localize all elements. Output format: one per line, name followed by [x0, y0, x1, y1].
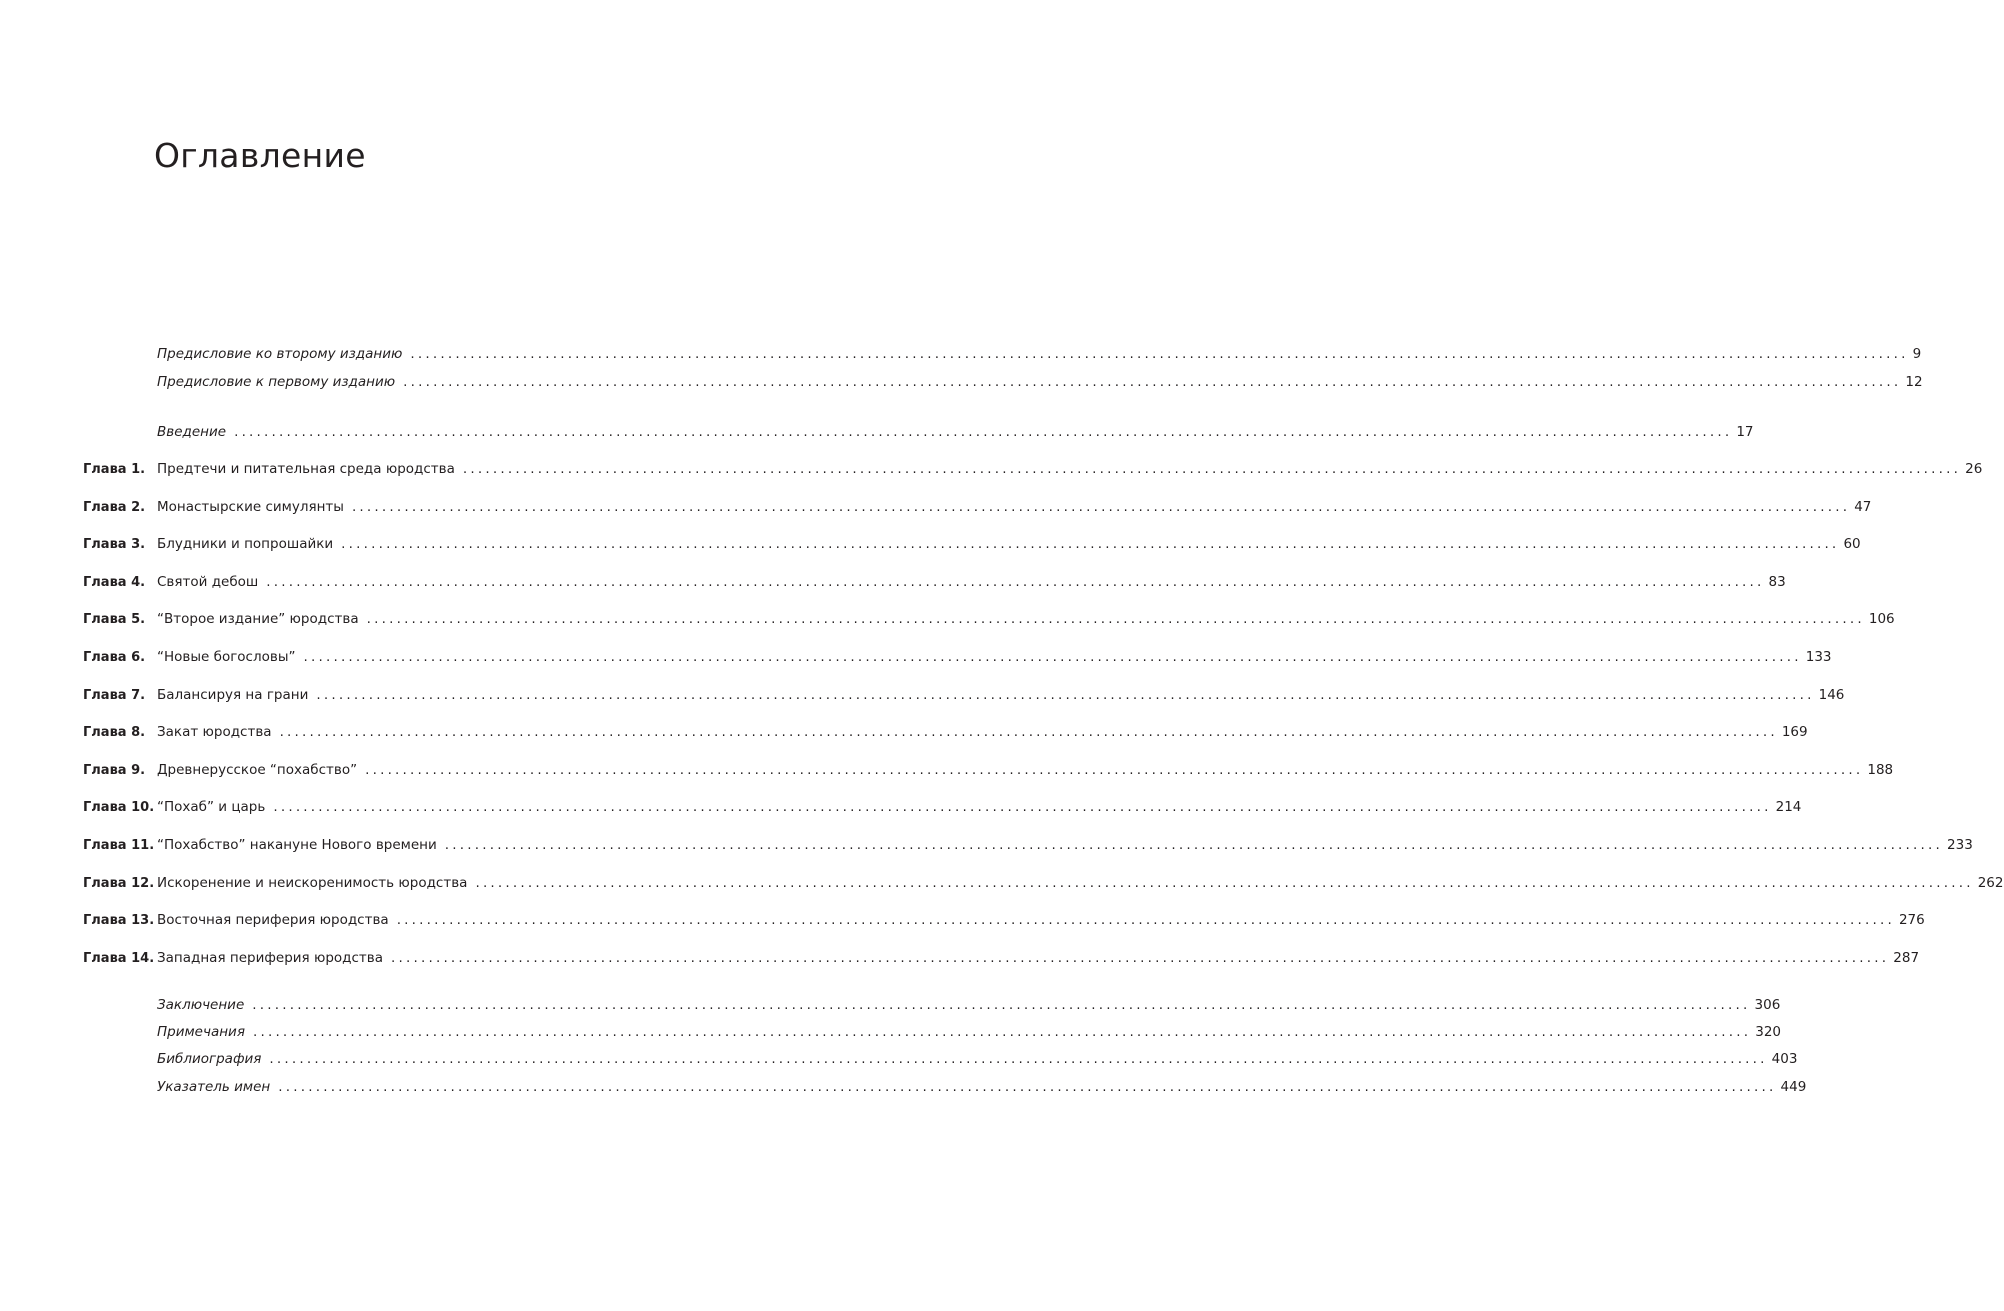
- page-number: 169: [1781, 724, 1808, 741]
- page-number: 47: [1854, 498, 1872, 515]
- dot-leader: ........................................................................................................................................................................................................: [273, 799, 1772, 816]
- chapter-label: Глава 12.: [83, 875, 155, 891]
- entry-title: Предтечи и питательная среда юродства: [157, 461, 455, 477]
- toc-entry[interactable]: [83, 536, 1861, 556]
- dot-leader: ........................................................................................................................................................................................................: [365, 761, 1864, 778]
- page-number: 133: [1805, 648, 1832, 665]
- dot-leader: ........................................................................................................................................................................................................: [269, 1051, 1768, 1068]
- page-number: 106: [1868, 611, 1895, 628]
- chapter-label: Глава 6.: [83, 649, 146, 665]
- entry-title: Закат юродства: [157, 724, 272, 741]
- toc-entry[interactable]: [83, 611, 1895, 631]
- entry-title: “Второе издание” юродства: [157, 611, 359, 628]
- page-number: 146: [1818, 686, 1845, 703]
- chapter-label: Глава 7.: [83, 687, 146, 703]
- page-number: 287: [1893, 949, 1920, 966]
- toc-entry[interactable]: [83, 912, 1925, 932]
- toc-entry[interactable]: [83, 573, 1786, 594]
- dot-leader: ........................................................................................................................................................................................................: [475, 874, 1974, 891]
- page-number: 262: [1977, 874, 2004, 891]
- toc-entry[interactable]: [83, 1078, 1807, 1099]
- toc-entry[interactable]: [83, 874, 2004, 895]
- chapter-label: Глава 13.: [83, 913, 155, 929]
- dot-leader: ........................................................................................................................................................................................................: [341, 536, 1840, 553]
- page-title: Оглавление: [154, 136, 366, 175]
- entry-title: Святой дебош: [157, 573, 259, 590]
- chapter-label: Глава 10.: [83, 800, 155, 816]
- dot-leader: ........................................................................................................................................................................................................: [444, 836, 1944, 853]
- toc-entry[interactable]: [83, 1024, 1782, 1044]
- toc-entry[interactable]: [83, 761, 1894, 782]
- page-number: 449: [1780, 1078, 1807, 1095]
- toc-entry[interactable]: [83, 498, 1872, 519]
- dot-leader: ........................................................................................................................................................................................................: [279, 724, 1778, 741]
- entry-title: Блудники и попрошайки: [157, 536, 334, 553]
- toc-entry[interactable]: [83, 799, 1802, 819]
- toc-entry[interactable]: [83, 949, 1920, 970]
- page-number: 403: [1771, 1051, 1798, 1068]
- dot-leader: ........................................................................................................................................................................................................: [410, 346, 1909, 362]
- entry-title: Заключение: [157, 996, 245, 1013]
- chapter-label: Глава 4.: [83, 574, 146, 590]
- chapter-label: Глава 1.: [83, 462, 146, 477]
- page-number: 214: [1775, 799, 1802, 816]
- entry-title: “Похаб” и царь: [157, 799, 266, 816]
- entry-title: Библиография: [157, 1051, 262, 1068]
- entry-title: Предисловие ко второму изданию: [157, 346, 403, 362]
- chapter-label: Глава 3.: [83, 537, 146, 553]
- page-number: 188: [1867, 761, 1894, 778]
- entry-title: Монастырские симулянты: [157, 498, 344, 515]
- page-number: 12: [1905, 374, 1923, 390]
- table-of-contents: [83, 346, 2004, 1099]
- entry-title: Искоренение и неискоренимость юродства: [157, 874, 468, 891]
- toc-entry[interactable]: [83, 346, 1922, 366]
- page-number: 26: [1965, 461, 1983, 477]
- entry-title: Примечания: [157, 1024, 245, 1041]
- page-number: 9: [1912, 346, 1922, 362]
- toc-entry[interactable]: [83, 686, 1845, 707]
- dot-leader: ........................................................................................................................................................................................................: [252, 996, 1751, 1013]
- toc-entry[interactable]: [83, 996, 1781, 1017]
- dot-leader: ........................................................................................................................................................................................................: [252, 1024, 1752, 1041]
- toc-group-back: [83, 996, 1807, 1099]
- page-number: 306: [1754, 996, 1781, 1013]
- dot-leader: ........................................................................................................................................................................................................: [366, 611, 1865, 628]
- toc-entry[interactable]: [83, 1051, 1798, 1071]
- page-number: 276: [1898, 912, 1925, 929]
- dot-leader: ........................................................................................................................................................................................................: [316, 686, 1815, 703]
- entry-title: Указатель имен: [157, 1078, 271, 1095]
- chapter-label: Глава 2.: [83, 499, 146, 515]
- toc-group-chapters: [83, 461, 2004, 970]
- entry-title: Предисловие к первому изданию: [157, 374, 396, 390]
- entry-title: Древнерусское “похабство”: [157, 761, 358, 778]
- entry-title: Западная периферия юродства: [157, 949, 383, 966]
- entry-title: Введение: [157, 424, 227, 440]
- dot-leader: ........................................................................................................................................................................................................: [278, 1078, 1777, 1095]
- toc-entry[interactable]: [83, 648, 1832, 669]
- page-number: 17: [1736, 424, 1754, 440]
- entry-title: “Похабство” накануне Нового времени: [157, 836, 437, 853]
- dot-leader: ........................................................................................................................................................................................................: [234, 424, 1733, 440]
- dot-leader: ........................................................................................................................................................................................................: [403, 374, 1902, 390]
- toc-entry[interactable]: [83, 724, 1808, 744]
- toc-entry[interactable]: [83, 836, 1973, 857]
- chapter-label: Глава 11.: [83, 837, 155, 853]
- dot-leader: ........................................................................................................................................................................................................: [396, 912, 1895, 929]
- chapter-label: Глава 8.: [83, 725, 146, 741]
- page-number: 83: [1768, 573, 1786, 590]
- toc-group-front: [83, 424, 1754, 444]
- page-number: 60: [1843, 536, 1861, 553]
- page-number: 320: [1755, 1024, 1782, 1041]
- entry-title: “Новые богословы”: [157, 648, 296, 665]
- toc-entry[interactable]: [83, 461, 1983, 481]
- toc-entry[interactable]: [83, 374, 1923, 394]
- dot-leader: ........................................................................................................................................................................................................: [351, 498, 1851, 515]
- dot-leader: ........................................................................................................................................................................................................: [266, 573, 1765, 590]
- page-number: 233: [1947, 836, 1973, 853]
- chapter-label: Глава 5.: [83, 612, 146, 628]
- chapter-label: Глава 14.: [83, 950, 155, 966]
- dot-leader: ........................................................................................................................................................................................................: [303, 648, 1802, 665]
- dot-leader: ........................................................................................................................................................................................................: [391, 949, 1890, 966]
- toc-entry[interactable]: [83, 424, 1754, 444]
- chapter-label: Глава 9.: [83, 762, 146, 778]
- toc-group-front: [83, 346, 1923, 394]
- dot-leader: ........................................................................................................................................................................................................: [462, 461, 1962, 477]
- entry-title: Восточная периферия юродства: [157, 912, 389, 929]
- entry-title: Балансируя на грани: [157, 686, 309, 703]
